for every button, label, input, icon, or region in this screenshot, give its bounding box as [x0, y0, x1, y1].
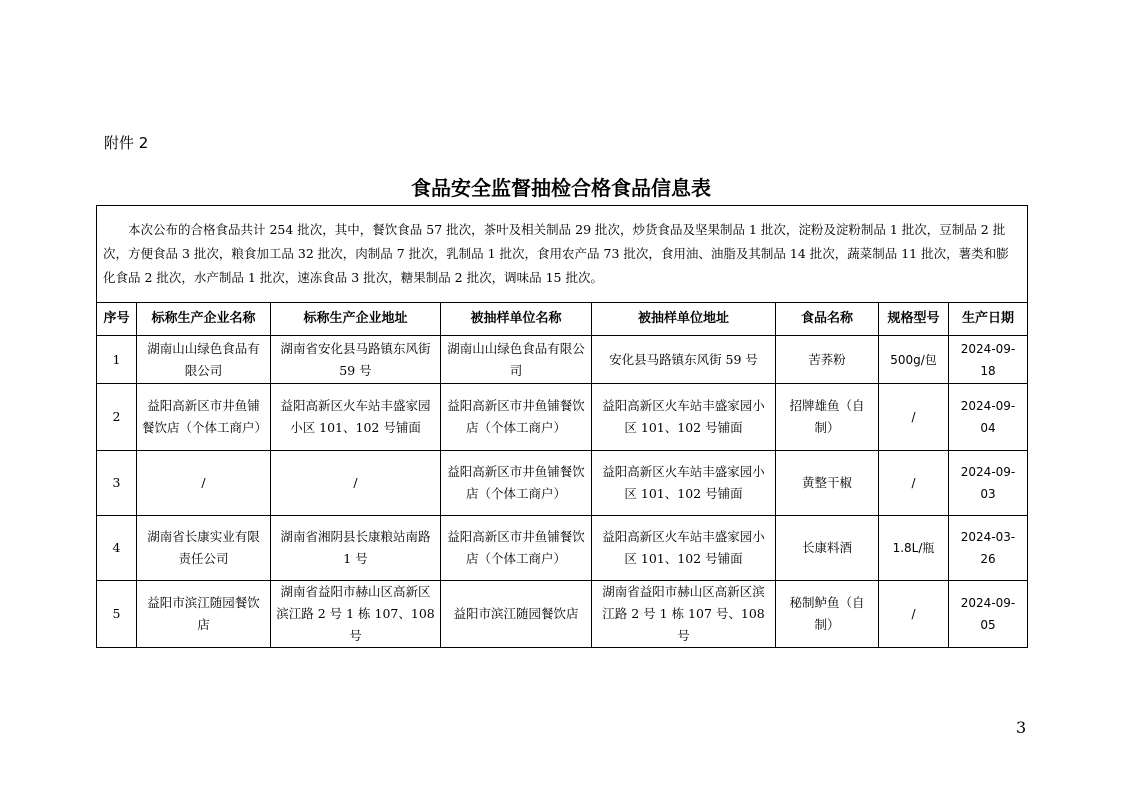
col-producer-address-cell: 湖南省安化县马路镇东风街 59 号	[271, 336, 441, 384]
col-sampled-unit-address-cell: 安化县马路镇东风街 59 号	[592, 336, 776, 384]
food-info-table	[96, 205, 1028, 648]
col-production-date-cell: 2024-09-03	[949, 451, 1028, 516]
col-index-header: 序号	[97, 303, 137, 336]
col-production-date-cell: 2024-09-18	[949, 336, 1028, 384]
col-production-date-header: 生产日期	[949, 303, 1028, 336]
col-sampled-unit-name-cell: 益阳高新区市井鱼铺餐饮店（个体工商户）	[441, 516, 592, 581]
col-sampled-unit-name-cell: 湖南山山绿色食品有限公司	[441, 336, 592, 384]
col-producer-address-cell: /	[271, 451, 441, 516]
col-spec-cell: 1.8L/瓶	[879, 516, 949, 581]
table-row	[97, 451, 1028, 516]
summary-text: 本次公布的合格食品共计 254 批次，其中，餐饮食品 57 批次，茶叶及相关制品 29 批次，炒货食品及坚果制品 1 批次，淀粉及淀粉制品 1 批次，豆制品 2 批次，方便食品 3 批次，粮食加工品 32 批次，肉制品 7 批次，乳制品 1 批次，食用农产品 73 批次，食用油、油脂及其制品 14 批次，蔬菜制品 11 批次，薯类和膨化食品 2 批次，水产制品 1 批次，速冻食品 3 批次，糖果制品 2 批次，调味品 15 批次。	[97, 206, 1028, 303]
col-sampled-unit-address-cell: 湖南省益阳市赫山区高新区滨江路 2 号 1 栋 107 号、108 号	[592, 581, 776, 648]
attachment-label: 附件 2	[104, 134, 149, 152]
col-producer-name-cell: 益阳市滨江随园餐饮店	[137, 581, 271, 648]
table-row	[97, 336, 1028, 384]
col-index-cell: 5	[97, 581, 137, 648]
col-spec-cell: /	[879, 451, 949, 516]
col-producer-name-cell: /	[137, 451, 271, 516]
col-index-cell: 4	[97, 516, 137, 581]
col-food-name-cell: 秘制鲈鱼（自制）	[776, 581, 879, 648]
page-number: 3	[1016, 718, 1027, 737]
col-sampled-unit-address-cell: 益阳高新区火车站丰盛家园小区 101、102 号铺面	[592, 516, 776, 581]
col-food-name-cell: 长康料酒	[776, 516, 879, 581]
col-sampled-unit-name-cell: 益阳高新区市井鱼铺餐饮店（个体工商户）	[441, 451, 592, 516]
col-producer-address-header: 标称生产企业地址	[271, 303, 441, 336]
col-index-cell: 1	[97, 336, 137, 384]
col-food-name-cell: 招牌雄鱼（自制）	[776, 384, 879, 451]
col-food-name-cell: 黄整干椒	[776, 451, 879, 516]
col-sampled-unit-address-cell: 益阳高新区火车站丰盛家园小区 101、102 号铺面	[592, 451, 776, 516]
col-producer-address-cell: 益阳高新区火车站丰盛家园小区 101、102 号铺面	[271, 384, 441, 451]
col-producer-address-cell: 湖南省益阳市赫山区高新区滨江路 2 号 1 栋 107、108 号	[271, 581, 441, 648]
col-production-date-cell: 2024-09-04	[949, 384, 1028, 451]
table-row	[97, 384, 1028, 451]
col-index-cell: 2	[97, 384, 137, 451]
col-producer-name-cell: 湖南省长康实业有限责任公司	[137, 516, 271, 581]
col-sampled-unit-address-cell: 益阳高新区火车站丰盛家园小区 101、102 号铺面	[592, 384, 776, 451]
col-food-name-cell: 苦荞粉	[776, 336, 879, 384]
table-row	[97, 581, 1028, 648]
col-production-date-cell: 2024-09-05	[949, 581, 1028, 648]
col-producer-address-cell: 湖南省湘阴县长康粮站南路 1 号	[271, 516, 441, 581]
header-row	[97, 303, 1028, 336]
col-food-name-header: 食品名称	[776, 303, 879, 336]
col-sampled-unit-name-cell: 益阳高新区市井鱼铺餐饮店（个体工商户）	[441, 384, 592, 451]
col-spec-cell: /	[879, 384, 949, 451]
col-producer-name-header: 标称生产企业名称	[137, 303, 271, 336]
col-index-cell: 3	[97, 451, 137, 516]
col-sampled-unit-address-header: 被抽样单位地址	[592, 303, 776, 336]
col-spec-cell: /	[879, 581, 949, 648]
table-row	[97, 516, 1028, 581]
col-spec-header: 规格型号	[879, 303, 949, 336]
col-production-date-cell: 2024-03-26	[949, 516, 1028, 581]
col-spec-cell: 500g/包	[879, 336, 949, 384]
col-producer-name-cell: 益阳高新区市井鱼铺餐饮店（个体工商户）	[137, 384, 271, 451]
summary-row	[97, 206, 1028, 303]
col-sampled-unit-name-header: 被抽样单位名称	[441, 303, 592, 336]
col-producer-name-cell: 湖南山山绿色食品有限公司	[137, 336, 271, 384]
page-title: 食品安全监督抽检合格食品信息表	[411, 176, 711, 200]
col-sampled-unit-name-cell: 益阳市滨江随园餐饮店	[441, 581, 592, 648]
